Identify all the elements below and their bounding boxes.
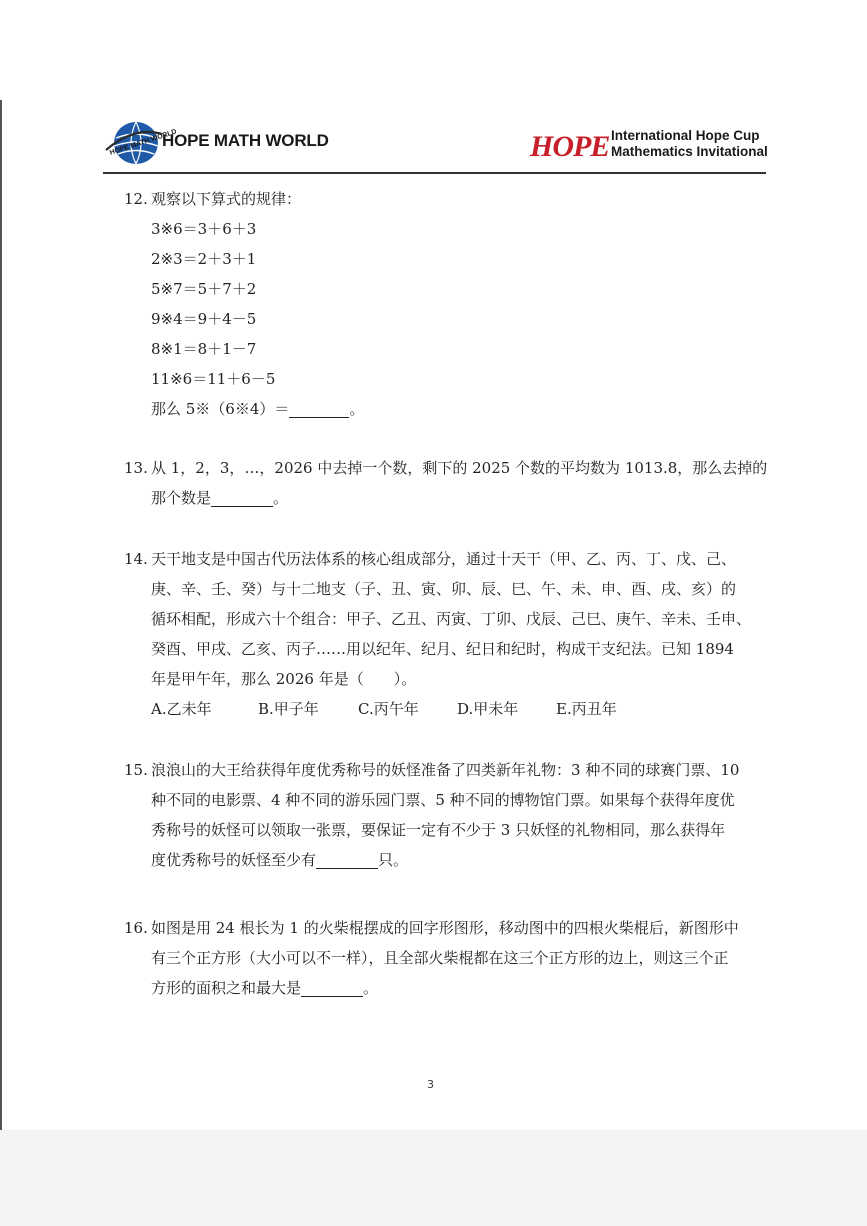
question-text-line: 浪浪山的大王给获得年度优秀称号的妖怪准备了四类新年礼物：3 种不同的球赛门票、10 — [151, 761, 740, 779]
ask-suffix: 。 — [349, 400, 365, 418]
answer-blank[interactable] — [211, 488, 273, 507]
answer-blank[interactable] — [301, 978, 363, 997]
text-before-blank: 度优秀称号的妖怪至少有 — [151, 851, 317, 869]
question-number: 15. — [124, 761, 148, 779]
question-text-line: 年是甲午年，那么 2026 年是（ ）。 — [151, 670, 417, 688]
equation-line: 11※6＝11＋6－5 — [151, 370, 276, 388]
text-after-blank: 只。 — [378, 851, 409, 869]
choice-d[interactable]: D.甲未年 — [457, 700, 519, 718]
question-text-line — [151, 483, 288, 513]
page-left-edge — [0, 100, 2, 1130]
question-text-line: 秀称号的妖怪可以领取一张票，要保证一定有不少于 3 只妖怪的礼物相同，那么获得年 — [151, 821, 726, 839]
text-before-blank: 那个数是 — [151, 489, 212, 507]
equation-line: 9※4＝9＋4－5 — [151, 310, 257, 328]
globe-logo-icon — [104, 120, 178, 166]
question-text-line: 循环相配，形成六十个组合：甲子、乙丑、丙寅、丁卯、戊辰、己巳、庚午、辛未、壬申、 — [151, 610, 752, 628]
text-before-blank: 方形的面积之和最大是 — [151, 979, 302, 997]
question-number: 13. — [124, 459, 148, 477]
page-number: 3 — [427, 1078, 434, 1091]
question-text-line: 从 1，2，3，…，2026 中去掉一个数，剩下的 2025 个数的平均数为 1013.8，那么去掉的 — [151, 459, 768, 477]
left-logo-text: HOPE MATH WORLD — [162, 131, 329, 150]
equation-line: 5※7＝5＋7＋2 — [151, 280, 257, 298]
question-text-line: 庚、辛、壬、癸）与十二地支（子、丑、寅、卯、辰、巳、午、未、申、酉、戌、亥）的 — [151, 580, 737, 598]
choice-e[interactable]: E.丙丑年 — [556, 700, 617, 718]
question-text-line — [151, 845, 408, 875]
right-logo-line-1: International Hope Cup — [611, 128, 760, 143]
hope-logo-text: HOPE — [530, 130, 610, 163]
question-text-line — [151, 973, 378, 1003]
choice-c[interactable]: C.丙午年 — [358, 700, 419, 718]
ask-text: 那么 5※（6※4）＝ — [151, 400, 290, 418]
text-after-blank: 。 — [273, 489, 289, 507]
question-number: 12. — [124, 190, 148, 208]
question-text-line: 癸酉、甲戌、乙亥、丙子……用以纪年、纪月、纪日和纪时，构成干支纪法。已知 1894 — [151, 640, 734, 658]
answer-blank[interactable] — [289, 399, 349, 418]
question-text-line: 如图是用 24 根长为 1 的火柴棍摆成的回字形图形，移动图中的四根火柴棍后，新图形中 — [151, 919, 739, 937]
equation-line: 3※6＝3＋6＋3 — [151, 220, 257, 238]
hope-logo-mark — [530, 127, 609, 165]
question-number: 16. — [124, 919, 148, 937]
header-divider — [103, 172, 766, 174]
equation-line: 2※3＝2＋3＋1 — [151, 250, 257, 268]
question-ask — [151, 394, 364, 424]
question-text-line: 有三个正方形（大小可以不一样），且全部火柴棍都在这三个正方形的边上，则这三个正 — [151, 949, 729, 967]
answer-blank[interactable] — [316, 850, 378, 869]
question-text-line: 种不同的电影票、4 种不同的游乐园门票、5 种不同的博物馆门票。如果每个获得年度优 — [151, 791, 735, 809]
page-bottom-margin — [0, 1130, 867, 1226]
choice-a[interactable]: A.乙未年 — [151, 700, 212, 718]
text-after-blank: 。 — [363, 979, 379, 997]
equation-line: 8※1＝8＋1－7 — [151, 340, 257, 358]
choice-b[interactable]: B.甲子年 — [258, 700, 319, 718]
question-prompt: 观察以下算式的规律： — [151, 190, 302, 208]
page-header — [0, 0, 867, 180]
globe-logo-text: HOPE MATH WORLD — [108, 128, 178, 157]
question-text-line: 天干地支是中国古代历法体系的核心组成部分，通过十天干（甲、乙、丙、丁、戊、己、 — [151, 550, 737, 568]
question-number: 14. — [124, 550, 148, 568]
right-logo-line-2: Mathematics Invitational — [611, 144, 768, 159]
